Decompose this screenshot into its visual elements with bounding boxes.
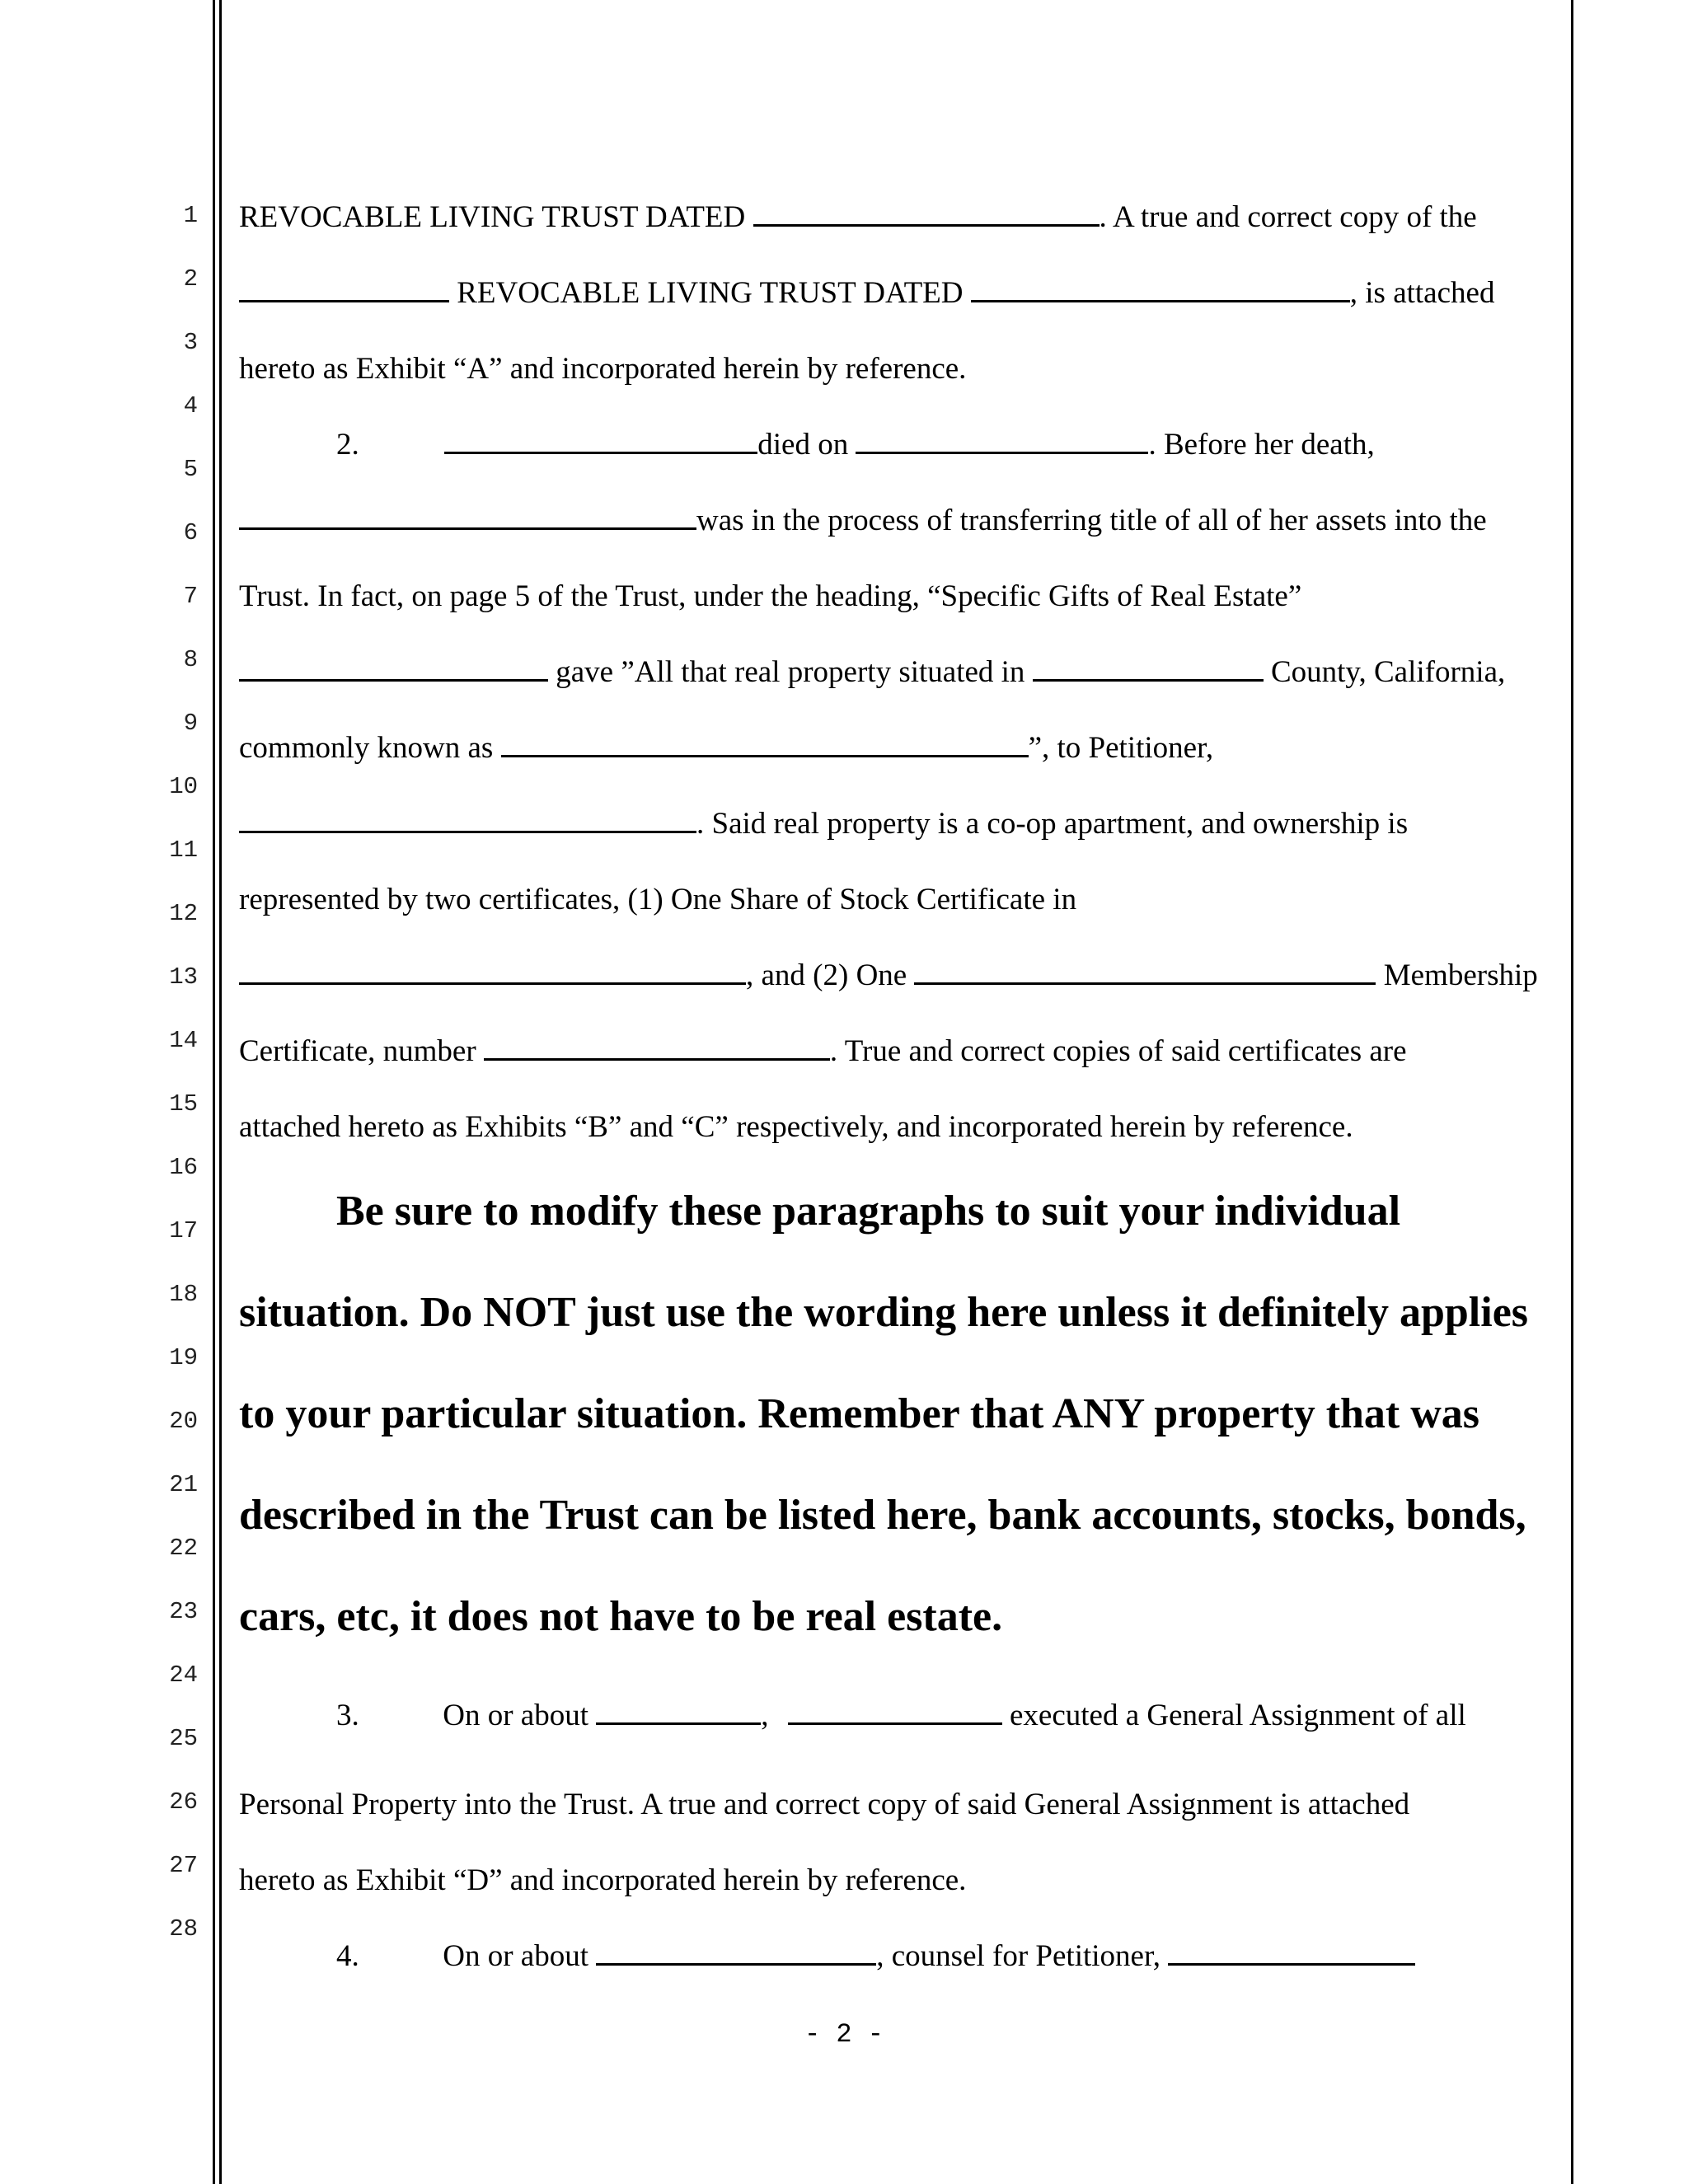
text-segment: Trust. In fact, on page 5 of the Trust, under the heading, “Specific Gifts of Real Estate” [239, 579, 1302, 613]
text-segment: Certificate, number [239, 1034, 476, 1068]
instruction-note-line [239, 1390, 1479, 1439]
instruction-note-line [239, 1491, 1526, 1540]
line-number: 9 [183, 710, 198, 737]
text-line [239, 882, 1076, 918]
fill-in-blank [596, 1938, 876, 1966]
text-segment: . True and correct copies of said certificates are [829, 1034, 1407, 1068]
line-number: 22 [169, 1535, 198, 1562]
line-number: 21 [169, 1471, 198, 1498]
fill-in-blank [914, 958, 1376, 985]
line-number: 2 [183, 265, 198, 293]
text-line [239, 351, 966, 387]
text-line [239, 503, 1487, 539]
text-segment: . A true and correct copy of the [1099, 200, 1477, 234]
line-number: 11 [169, 837, 198, 864]
line-number: 25 [169, 1725, 198, 1752]
line-number: 15 [169, 1090, 198, 1118]
text-segment: commonly known as [239, 731, 494, 765]
line-number: 5 [183, 456, 198, 483]
right-margin-rule [1571, 0, 1573, 2184]
text-segment: County, California, [1270, 655, 1506, 689]
left-margin-rule-outer [213, 0, 215, 2184]
line-number: 1 [183, 202, 198, 229]
fill-in-blank [239, 806, 696, 833]
text-segment: , counsel for Petitioner, [876, 1939, 1161, 1973]
fill-in-blank [971, 275, 1350, 302]
fill-in-blank [1168, 1938, 1415, 1966]
fill-in-blank [856, 427, 1148, 454]
text-segment: represented by two certificates, (1) One Share of Stock Certificate in [239, 883, 1077, 916]
line-number: 16 [169, 1154, 198, 1181]
text-line [239, 730, 1213, 766]
instruction-note-line [239, 1288, 1528, 1338]
text-segment: died on [757, 428, 849, 462]
text-line [239, 1109, 1353, 1146]
text-segment: , is attached [1349, 276, 1495, 310]
text-segment: Membership [1383, 958, 1538, 992]
text-segment: Be sure to modify these paragraphs to suit your individual [336, 1188, 1401, 1235]
line-number: 19 [169, 1344, 198, 1371]
text-line [239, 806, 1408, 842]
fill-in-blank [444, 427, 757, 454]
text-line [239, 579, 1301, 615]
line-number: 23 [169, 1598, 198, 1625]
text-line [239, 199, 1477, 236]
fill-in-blank [484, 1033, 830, 1061]
fill-in-blank [239, 654, 548, 682]
line-number: 18 [169, 1281, 198, 1308]
text-line [239, 1698, 1466, 1734]
text-segment: REVOCABLE LIVING TRUST DATED [457, 276, 964, 310]
line-number: 14 [169, 1027, 198, 1054]
fill-in-blank [753, 199, 1100, 227]
text-line [239, 427, 1375, 463]
text-segment: to your particular situation. Remember that ANY property that was [239, 1390, 1480, 1437]
instruction-note-line [239, 1187, 1400, 1236]
text-segment: hereto as Exhibit “A” and incorporated herein by reference. [239, 352, 967, 386]
text-segment: Personal Property into the Trust. A true and correct copy of said General Assignment is attached [239, 1788, 1410, 1821]
fill-in-blank [239, 503, 696, 530]
text-segment: situation. Do NOT just use the wording here unless it definitely applies [239, 1289, 1529, 1336]
line-number: 4 [183, 392, 198, 419]
text-segment: cars, etc, it does not have to be real estate. [239, 1593, 1003, 1640]
line-number: 10 [169, 773, 198, 800]
paragraph-number: 4. [336, 1939, 359, 1973]
fill-in-blank [239, 958, 746, 985]
text-segment: attached hereto as Exhibits “B” and “C” respectively, and incorporated herein by reference. [239, 1110, 1353, 1144]
line-number: 17 [169, 1217, 198, 1244]
text-line [239, 1863, 966, 1899]
paragraph-number: 2. [336, 428, 359, 462]
line-number: 20 [169, 1408, 198, 1435]
page-number: - 2 - [804, 2019, 884, 2050]
text-segment: On or about [443, 1699, 588, 1732]
text-segment: . Before her death, [1148, 428, 1375, 462]
line-number: 28 [169, 1915, 198, 1943]
line-number: 24 [169, 1661, 198, 1689]
instruction-note-line [239, 1592, 1002, 1642]
text-segment: gave ”All that real property situated in [556, 655, 1025, 689]
line-number: 3 [183, 329, 198, 356]
paragraph-number: 3. [336, 1699, 359, 1732]
line-number: 12 [169, 900, 198, 927]
text-segment: , and (2) One [746, 958, 907, 992]
text-line [239, 654, 1505, 691]
text-segment: , [761, 1699, 769, 1732]
line-number: 27 [169, 1852, 198, 1879]
fill-in-blank [596, 1698, 761, 1725]
line-number: 6 [183, 519, 198, 546]
text-segment: hereto as Exhibit “D” and incorporated herein by reference. [239, 1863, 967, 1897]
text-line [239, 1033, 1407, 1070]
text-segment: On or about [443, 1939, 588, 1973]
fill-in-blank [501, 730, 1029, 757]
line-number: 7 [183, 583, 198, 610]
text-segment: REVOCABLE LIVING TRUST DATED [239, 200, 746, 234]
text-segment: ”, to Petitioner, [1028, 731, 1214, 765]
text-line [239, 1787, 1409, 1823]
fill-in-blank [788, 1698, 1002, 1725]
text-line [239, 958, 1538, 994]
text-line [239, 1938, 1415, 1975]
left-margin-rule-inner [219, 0, 222, 2184]
text-segment: executed a General Assignment of all [1010, 1699, 1466, 1732]
line-number: 26 [169, 1788, 198, 1816]
line-number: 13 [169, 963, 198, 991]
fill-in-blank [1033, 654, 1264, 682]
line-number: 8 [183, 646, 198, 673]
text-segment: was in the process of transferring title of all of her assets into the [696, 504, 1487, 537]
text-line [239, 275, 1494, 312]
fill-in-blank [239, 275, 449, 302]
text-segment: . Said real property is a co-op apartment, and ownership is [696, 807, 1409, 841]
text-segment: described in the Trust can be listed here, bank accounts, stocks, bonds, [239, 1492, 1526, 1539]
